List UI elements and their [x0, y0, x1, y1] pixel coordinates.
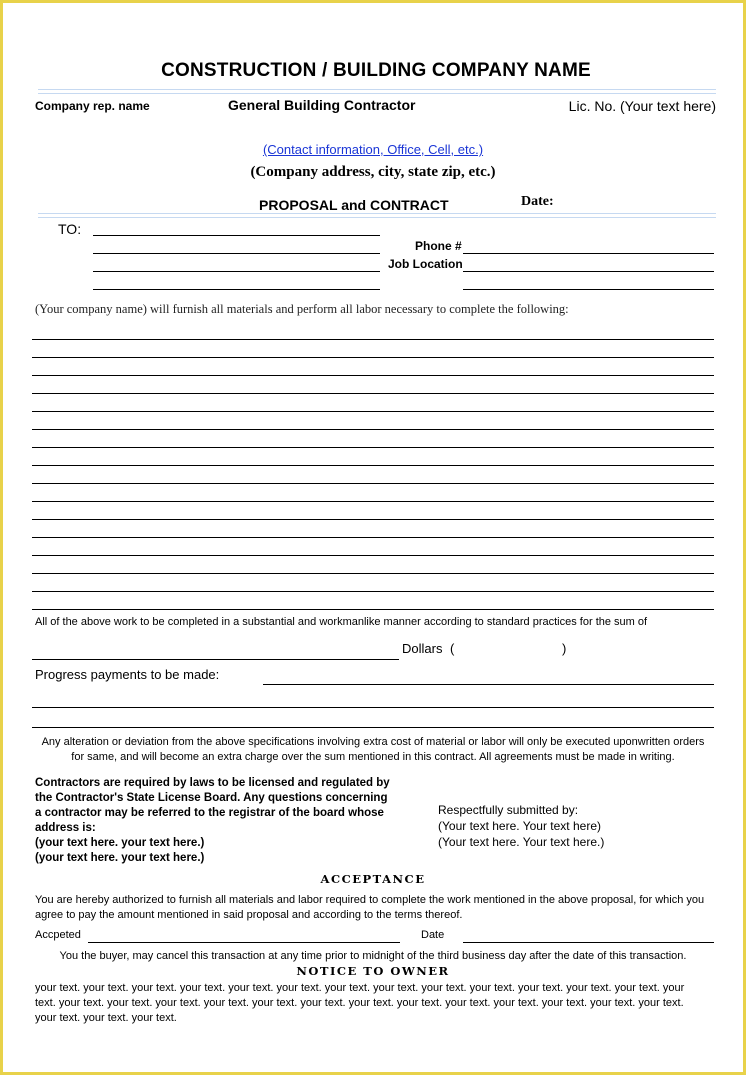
- license-notice-line: address is:: [35, 822, 96, 834]
- work-line[interactable]: [32, 465, 714, 466]
- header-rule: [38, 89, 716, 94]
- work-line[interactable]: [32, 573, 714, 574]
- notice-text-line: your text. your text. your text. your text. your text. your text. your text. your text. your text. your text. your text. your text. your text. your: [35, 982, 685, 994]
- work-line[interactable]: [32, 375, 714, 376]
- to-line-4[interactable]: [93, 289, 380, 290]
- submitted-by-label: Respectfully submitted by:: [438, 803, 579, 817]
- date-label: Date:: [521, 194, 554, 209]
- progress-payments-field[interactable]: [263, 684, 714, 685]
- license-notice-line: (your text here. your text here.): [35, 852, 205, 864]
- acceptance-heading: ACCEPTANCE: [320, 872, 426, 886]
- phone-label: Phone #: [415, 239, 462, 253]
- work-line[interactable]: [32, 609, 714, 610]
- dollars-paren-close: ): [562, 641, 567, 656]
- acceptance-date-field[interactable]: [463, 942, 714, 943]
- contact-info-link[interactable]: (Contact information, Office, Cell, etc.): [262, 142, 484, 157]
- job-location-label: Job Location: [388, 257, 463, 271]
- acceptance-text-line2: agree to pay the amount mentioned in said proposal and according to the terms thereof.: [35, 909, 463, 921]
- contractor-type: General Building Contractor: [228, 97, 416, 113]
- completion-text: All of the above work to be completed in a substantial and workmanlike manner according to standard practices for the sum of: [35, 616, 648, 628]
- license-number: Lic. No. (Your text here): [568, 98, 716, 114]
- work-line[interactable]: [32, 555, 714, 556]
- work-line[interactable]: [32, 429, 714, 430]
- alteration-terms-line2: for same, and will become an extra charge over the sum mentioned in this contract. All agreements must be made in writing.: [71, 751, 675, 763]
- title-rule: [38, 213, 716, 218]
- sum-amount-field[interactable]: [32, 659, 399, 660]
- to-line-2[interactable]: [93, 253, 380, 254]
- license-notice-line: a contractor may be referred to the registrar of the board whose: [35, 807, 384, 819]
- work-line[interactable]: [32, 591, 714, 592]
- work-line[interactable]: [32, 339, 714, 340]
- notice-text-line: text. your text. your text. your text. your text. your text. your text. your text. your text. your text. your text. your text. your text. your text.: [35, 997, 684, 1009]
- progress-line[interactable]: [32, 707, 714, 708]
- work-line[interactable]: [32, 483, 714, 484]
- job-location-field-1[interactable]: [463, 271, 714, 272]
- notice-to-owner-heading: NOTICE TO OWNER: [296, 964, 450, 978]
- to-line-3[interactable]: [93, 271, 380, 272]
- progress-payments-label: Progress payments to be made:: [35, 667, 220, 682]
- notice-text-line: your text. your text. your text.: [35, 1012, 177, 1024]
- work-line[interactable]: [32, 519, 714, 520]
- license-notice-line: the Contractor's State License Board. Any questions concerning: [35, 792, 388, 804]
- company-name-title: CONSTRUCTION / BUILDING COMPANY NAME: [161, 60, 591, 81]
- progress-line[interactable]: [32, 727, 714, 728]
- alteration-terms-line1: Any alteration or deviation from the above specifications involving extra cost of material or labor will only be executed uponwritten orders: [41, 736, 705, 748]
- work-line[interactable]: [32, 393, 714, 394]
- cancel-notice: You the buyer, may cancel this transaction at any time prior to midnight of the third business day after the date of this transaction.: [59, 950, 687, 962]
- job-location-field-2[interactable]: [463, 289, 714, 290]
- to-label: TO:: [58, 221, 82, 237]
- acceptance-date-label: Date: [421, 929, 445, 941]
- to-line-1[interactable]: [93, 235, 380, 236]
- phone-field[interactable]: [463, 253, 714, 254]
- accepted-signature-field[interactable]: [88, 942, 400, 943]
- license-notice-line: Contractors are required by laws to be licensed and regulated by: [35, 777, 390, 789]
- document-title: PROPOSAL and CONTRACT: [259, 197, 449, 213]
- submitted-by-line: (Your text here. Your text here): [438, 819, 601, 833]
- license-notice-line: (your text here. your text here.): [35, 837, 205, 849]
- dollars-paren-open: (: [450, 641, 455, 656]
- work-intro: (Your company name) will furnish all materials and perform all labor necessary to complete the following:: [35, 302, 569, 316]
- dollars-label: Dollars: [402, 641, 443, 656]
- acceptance-text-line1: You are hereby authorized to furnish all materials and labor required to complete the work mentioned in the above proposal, for which you: [35, 894, 705, 906]
- work-line[interactable]: [32, 411, 714, 412]
- work-line[interactable]: [32, 357, 714, 358]
- work-line[interactable]: [32, 447, 714, 448]
- company-rep-label: Company rep. name: [35, 99, 150, 113]
- accepted-label: Accpeted: [35, 929, 81, 941]
- work-line[interactable]: [32, 501, 714, 502]
- work-line[interactable]: [32, 537, 714, 538]
- submitted-by-line: (Your text here. Your text here.): [438, 835, 605, 849]
- company-address: (Company address, city, state zip, etc.): [250, 164, 496, 180]
